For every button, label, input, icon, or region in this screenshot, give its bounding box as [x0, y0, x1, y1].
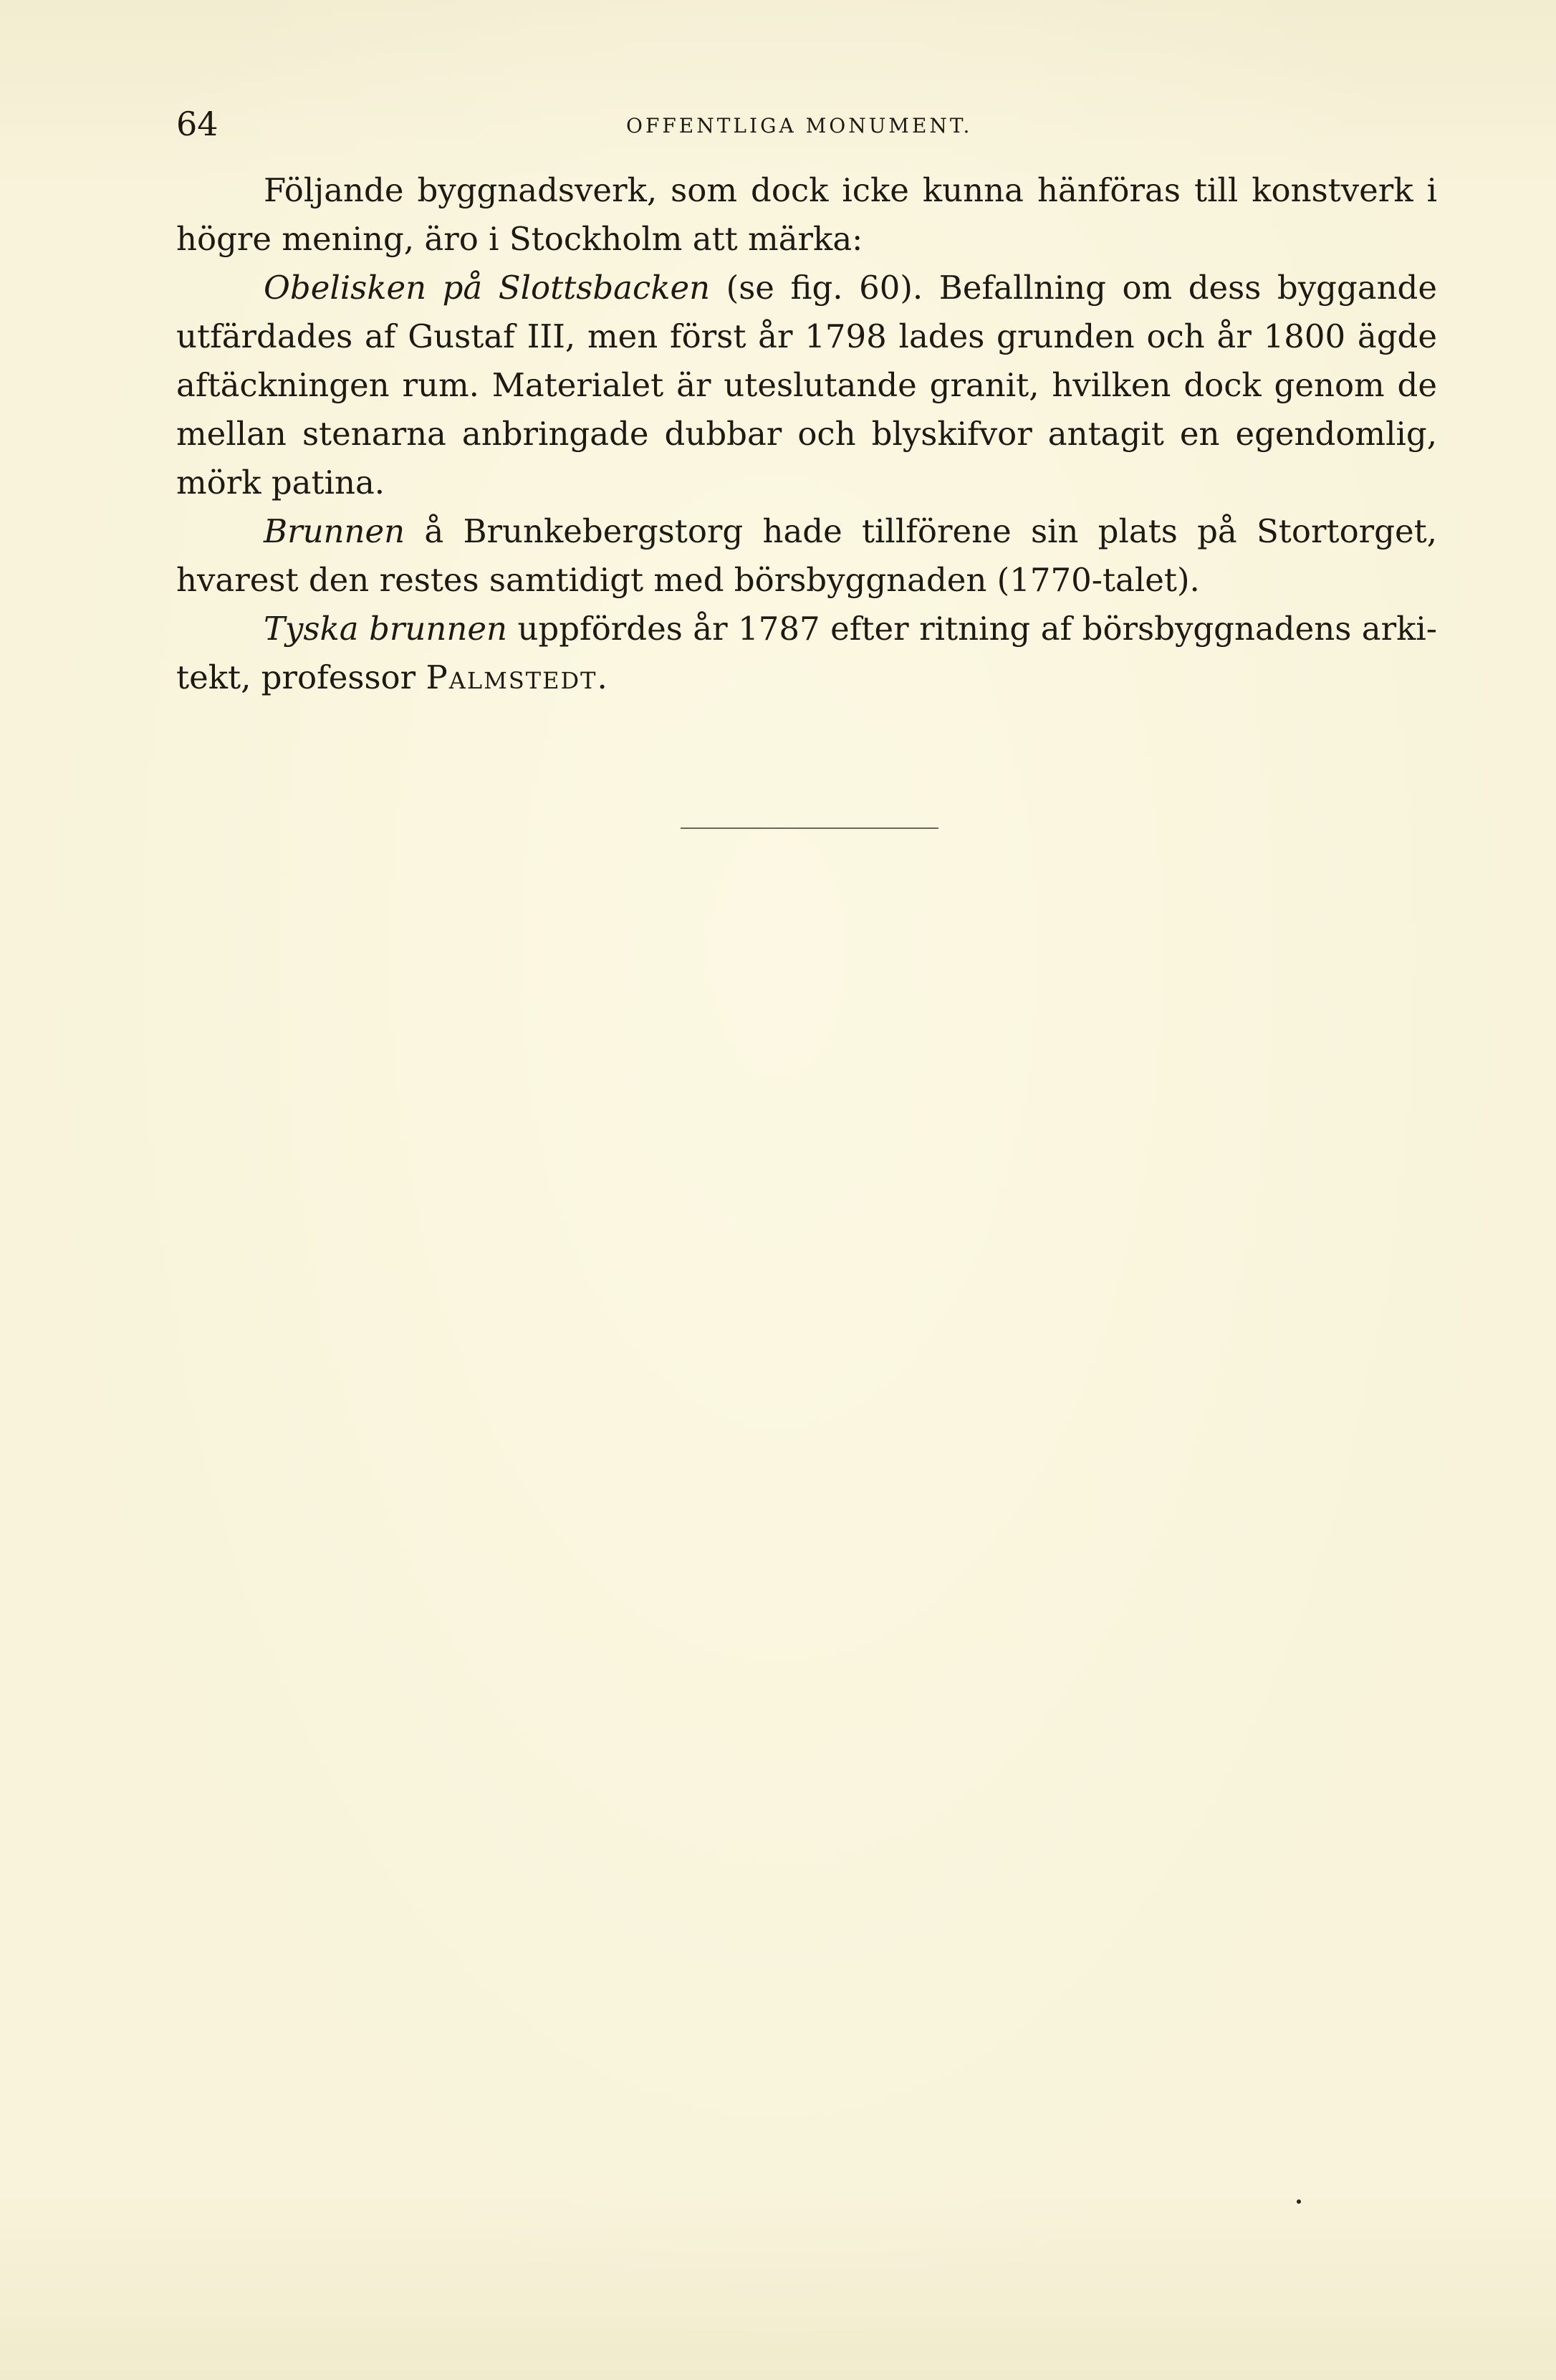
paragraph-intro-text: Följande byggnadsverk, som dock icke kunna hänföras till konstverk i högre mening, äro i Stockholm att märka:	[176, 171, 1437, 258]
page-number: 64	[176, 105, 218, 143]
paragraph-obelisk-text: (se fig. 60). Befallning om dess byggande utfärdades af Gustaf III, men först år 1798 lades grunden och år 1800 ägde aftäckningen rum. Materialet är uteslutande granit, hvilken dock genom de mellan stenarna anbringade dubbar och blyskifvor antagit en egendomlig, mörk patina.	[176, 269, 1437, 502]
paragraph-german-fountain	[176, 605, 1437, 702]
paragraph-intro	[176, 166, 1437, 264]
running-head	[176, 106, 1437, 142]
paragraph-german-fountain-text: uppfördes år 1787 efter ritning af börsbyggnadens arkitekt, professor	[176, 610, 1437, 696]
body-text	[176, 166, 1437, 702]
architect-name: Palmstedt	[426, 658, 597, 696]
paragraph-fountain-title: Brunnen	[264, 512, 405, 550]
running-title: OFFENTLIGA MONUMENT.	[626, 114, 973, 138]
section-divider	[681, 827, 938, 829]
paragraph-german-fountain-title: Tyska brunnen	[264, 610, 507, 648]
paragraph-obelisk-title: Obelisken på Slottsbacken	[264, 269, 711, 307]
paragraph-obelisk	[176, 264, 1437, 507]
paragraph-fountain-text: å Brunkebergstorg hade tillförene sin plats på Stortorget, hvarest den restes samtidigt med börsbyggnaden (1770-talet).	[176, 512, 1437, 599]
paragraph-german-fountain-end: .	[597, 658, 607, 696]
paragraph-fountain	[176, 507, 1437, 605]
paper-speck	[1297, 2199, 1301, 2204]
